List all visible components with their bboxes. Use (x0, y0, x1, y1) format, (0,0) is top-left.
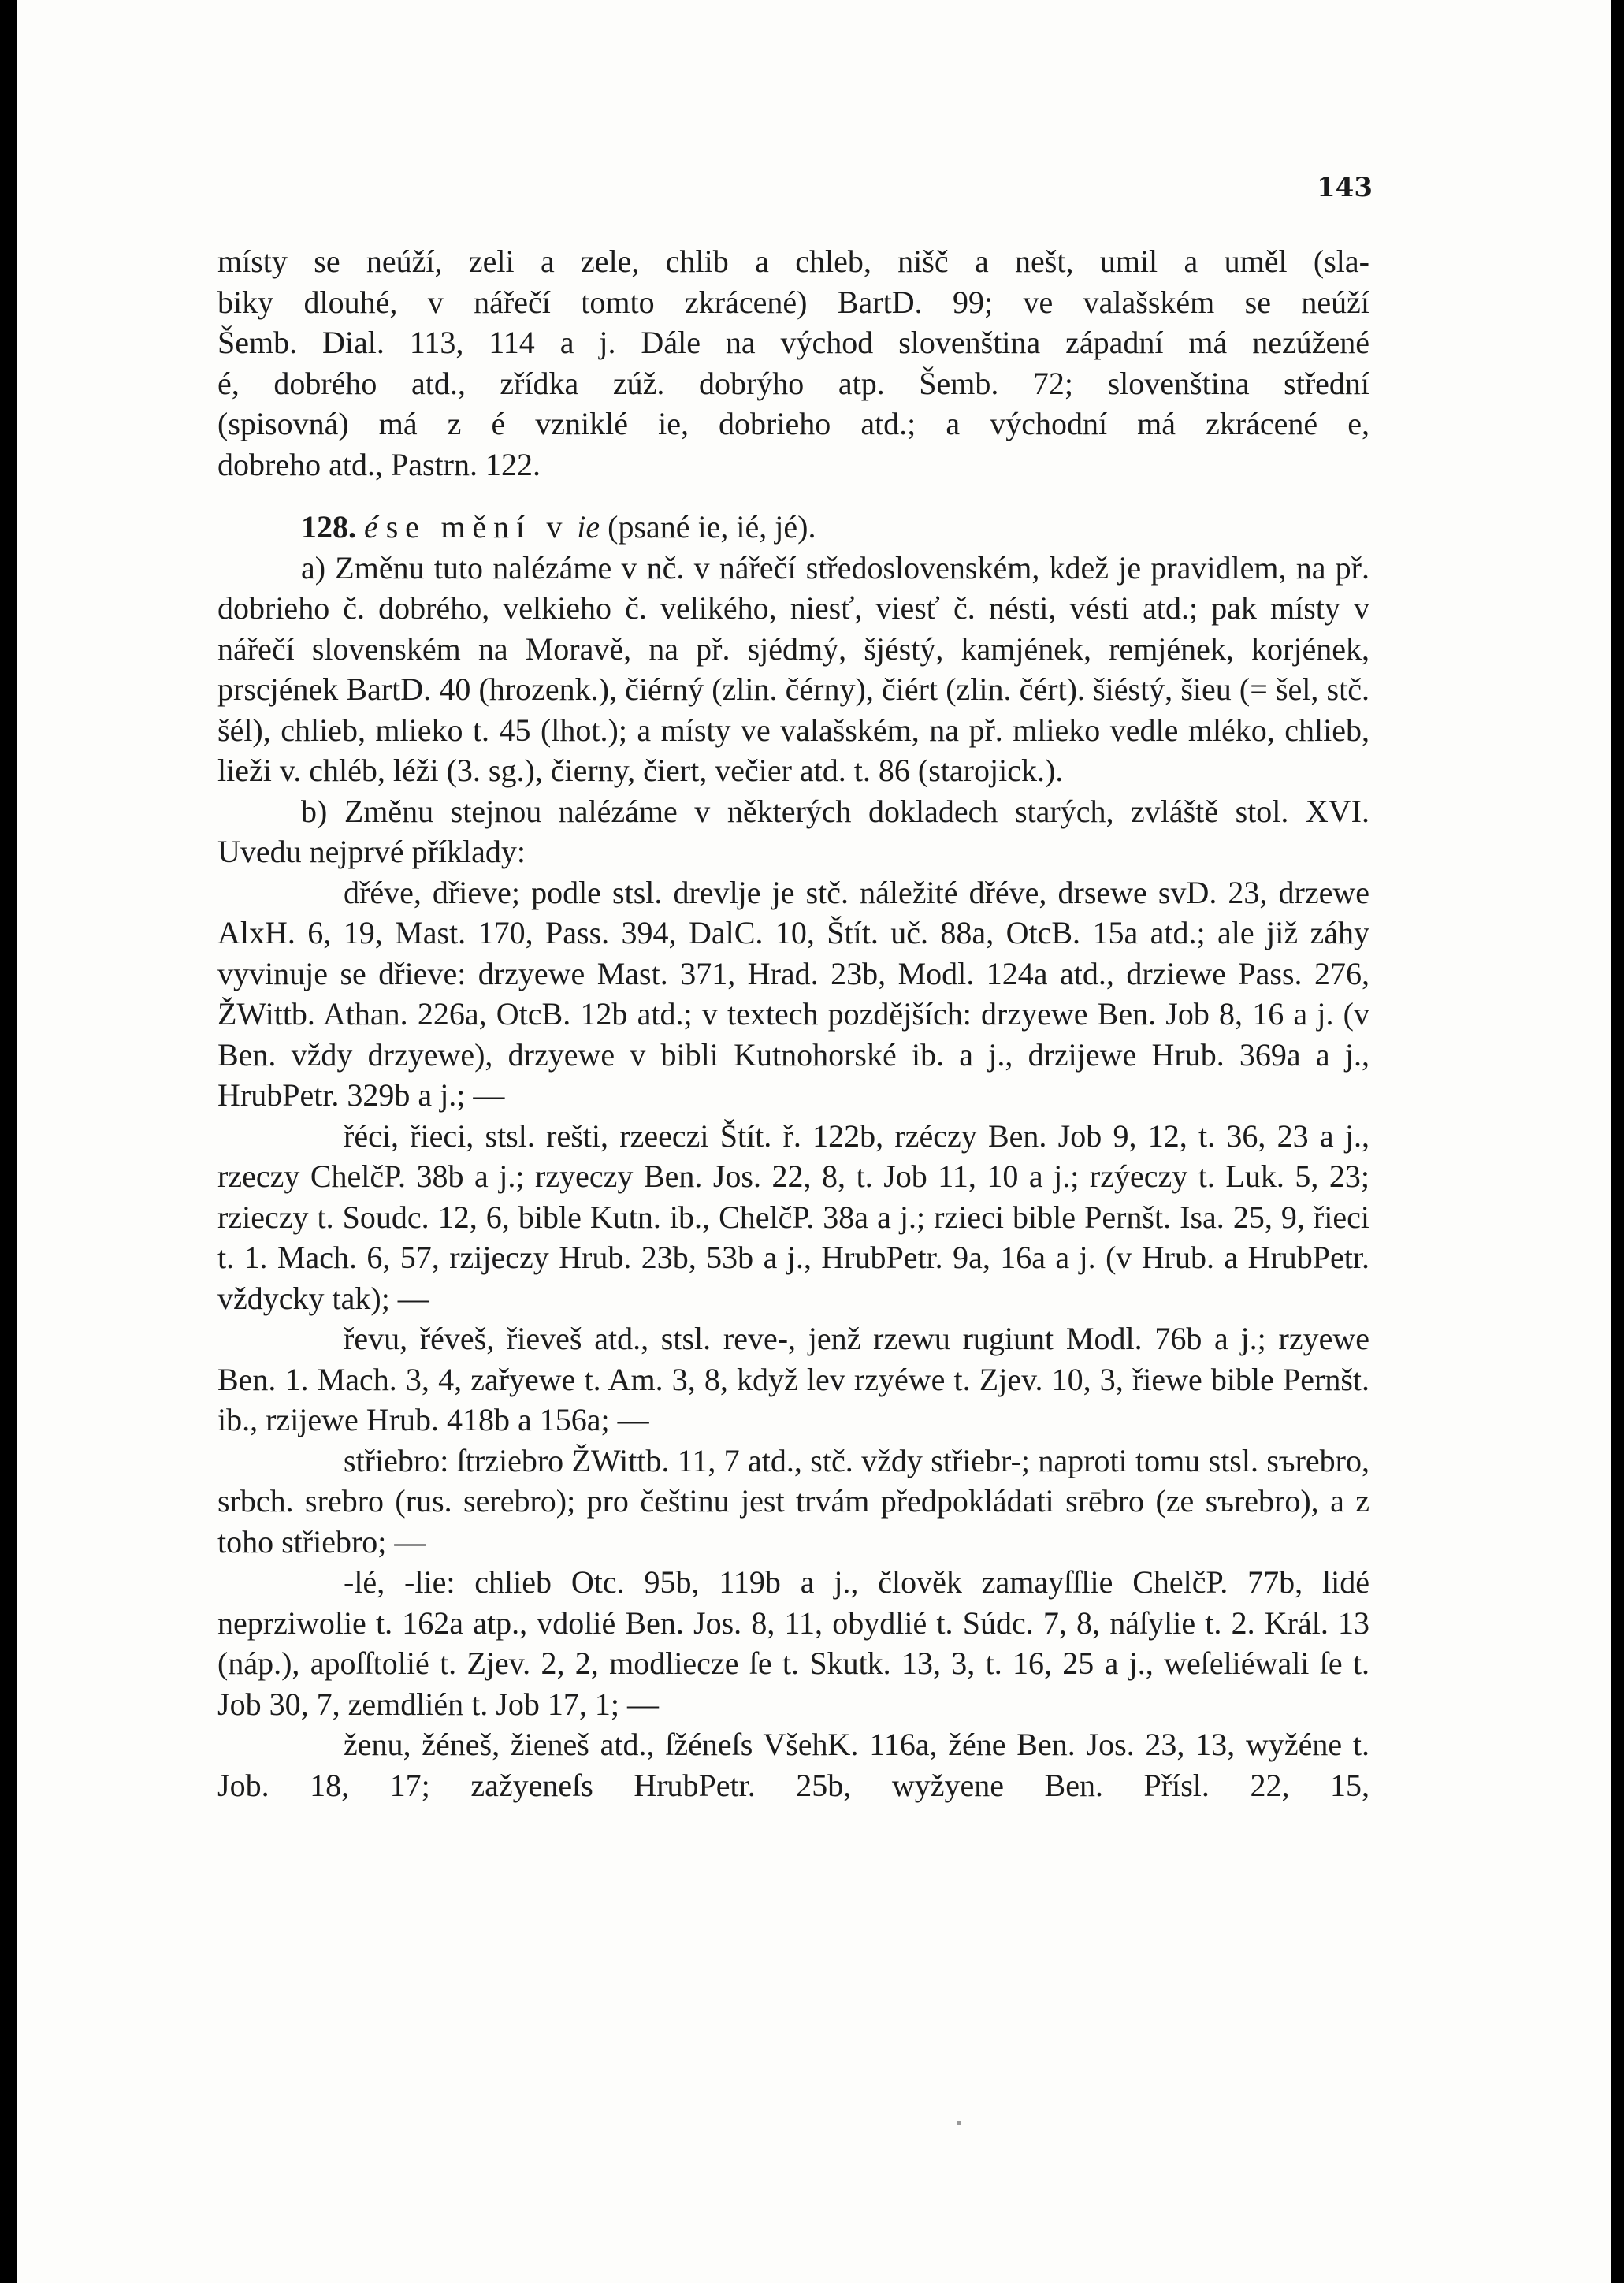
line: biky dlouhé, v nářečí tomto zkrácené) BartD. 99; ve valašském se neúží (217, 284, 1369, 320)
section-number: 128. (301, 509, 356, 545)
line: dobreho atd., Pastrn. 122. (217, 446, 541, 482)
section-heading-spaced: se mění v (385, 509, 570, 545)
paragraph-a: a) Změnu tuto nalézáme v nč. v nářečí středoslovenském, kdež je pravidlem, na př. dobrieho č. dobrého, velkieho č. velikého, niesť, viesť č. nésti, vésti atd.; pak místy v nářečí slovenském na Moravě, na př. sjédmý, šjéstý, kamjének, remjének, korjének, prscjének BartD. 40 (hrozenk.), čiérný (zlin. čérny), čiért (zlin. čért). šiéstý, šieu (= šel, stč. šél), chlieb, mlieko t. 45 (lhot.); a místy ve valašském, na př. mlieko vedle mléko, chlieb, lieži v. chléb, léži (3. sg.), čierny, čiert, večier atd. t. 86 (starojick.). (217, 549, 1369, 788)
entry-revu: řevu, řéveš, řieveš atd., stsl. reve-, jenž rzewu rugiunt Modl. 76b a j.; rzyewe Ben. 1. Mach. 3, 4, zařyewe t. Am. 3, 8, když lev rzyéwe t. Zjev. 10, 3, řiewe bible Pernšt. ib., rzijewe Hrub. 418b a 156a; — (217, 1321, 1369, 1437)
line: místy se neúží, zeli a zele, chlib a chleb, nišč a nešt, umil a uměl (sla- (217, 244, 1369, 279)
paragraph-continuation-2 (217, 282, 1369, 323)
paragraph-continuation (217, 241, 1369, 282)
section-heading-128 (217, 507, 1369, 548)
section-heading-ie: ie (577, 509, 600, 545)
paragraph-continuation-5 (217, 403, 1369, 444)
section-heading-paren: (psané ie, ié, jé). (608, 509, 816, 545)
line: Šemb. Dial. 113, 114 a j. Dále na východ slovenština západní má nezúžené (217, 325, 1369, 360)
entry-dreve: dřéve, dřieve; podle stsl. drevlje je stč. náležité dřéve, drsewe svD. 23, drzewe AlxH. 6, 19, Mast. 170, Pass. 394, DalC. 10, Štít. uč. 88a, OtcB. 15a atd.; ale již záhy vyvinuje se dřieve: drzyewe Mast. 371, Hrad. 23b, Modl. 124a atd., drziewe Pass. 276, ŽWittb. Athan. 226a, OtcB. 12b atd.; v textech pozdějších: drzyewe Ben. Job 8, 16 a j. (v Ben. vždy drzyewe), drzyewe v bibli Kutnohorské ib. a j., drzijewe Hrub. 369a a j., HrubPetr. 329b a j.; — (217, 874, 1369, 1113)
page-number: 143 (1317, 172, 1373, 203)
document-page (17, 0, 1611, 2283)
entry-striebro: střiebro: ſtrziebro ŽWittb. 11, 7 atd., stč. vždy střiebr-; naproti tomu stsl. sъrebro, srbch. srebro (rus. serebro); pro češtinu jest trvám předpokládati srēbro (ze sъrebro), a z toho střiebro; — (217, 1442, 1369, 1560)
entry-zenu: ženu, žéneš, žieneš atd., ſžéneſs VšehK. 116a, žéne Ben. Jos. 23, 13, wyžéne t. Job. 18, 17; zažyeneſs HrubPetr. 25b, wyžyene Ben. Přísl. 22, 15, (217, 1727, 1369, 1803)
line: é, dobrého atd., zřídka zúž. dobrýho atp. Šemb. 72; slovenština střední (217, 365, 1369, 401)
entry-le: -lé, -lie: chlieb Otc. 95b, 119b a j., člověk zamayſſlie ChelčP. 77b, lidé neprziwolie t. 162a atp., vdolié Ben. Jos. 8, 11, obydlié t. Súdc. 7, 8, náſylie t. 2. Král. 13 (náp.), apoſſtolié t. Zjev. 2, 2, modliecze ſe t. Skutk. 13, 3, t. 16, 25 a j., weſeliéwali ſe t. Job 30, 7, zemdlién t. Job 17, 1; — (217, 1564, 1369, 1722)
entry-reci: řéci, řieci, stsl. rešti, rzeeczi Štít. ř. 122b, rzéczy Ben. Job 9, 12, t. 36, 23 a j., rzeczy ChelčP. 38b a j.; rzyeczy Ben. Jos. 22, 8, t. Job 11, 10 a j.; rzýeczy t. Luk. 5, 23; rzieczy t. Soudc. 12, 6, bible Kutn. ib., ChelčP. 38a a j.; rzieci bible Pernšt. Isa. 25, 9, řieci t. 1. Mach. 6, 57, rzijeczy Hrub. 23b, 53b a j., HrubPetr. 9a, 16a a j. (v Hrub. a HrubPetr. vždycky tak); — (217, 1117, 1369, 1316)
body-text (217, 241, 1369, 1805)
marginal-dot (957, 2121, 961, 2125)
paragraph-continuation-6 (217, 444, 1369, 485)
paragraph-b: b) Změnu stejnou nalézáme v některých dokladech starých, zvláště stol. XVI. Uvedu nejprvé příklady: (217, 793, 1369, 869)
paragraph-continuation-3 (217, 322, 1369, 363)
section-heading-letter: é (364, 509, 378, 545)
line: (spisovná) má z é vzniklé ie, dobrieho atd.; a východní má zkrácené e, (217, 406, 1369, 441)
paragraph-continuation-4 (217, 363, 1369, 404)
